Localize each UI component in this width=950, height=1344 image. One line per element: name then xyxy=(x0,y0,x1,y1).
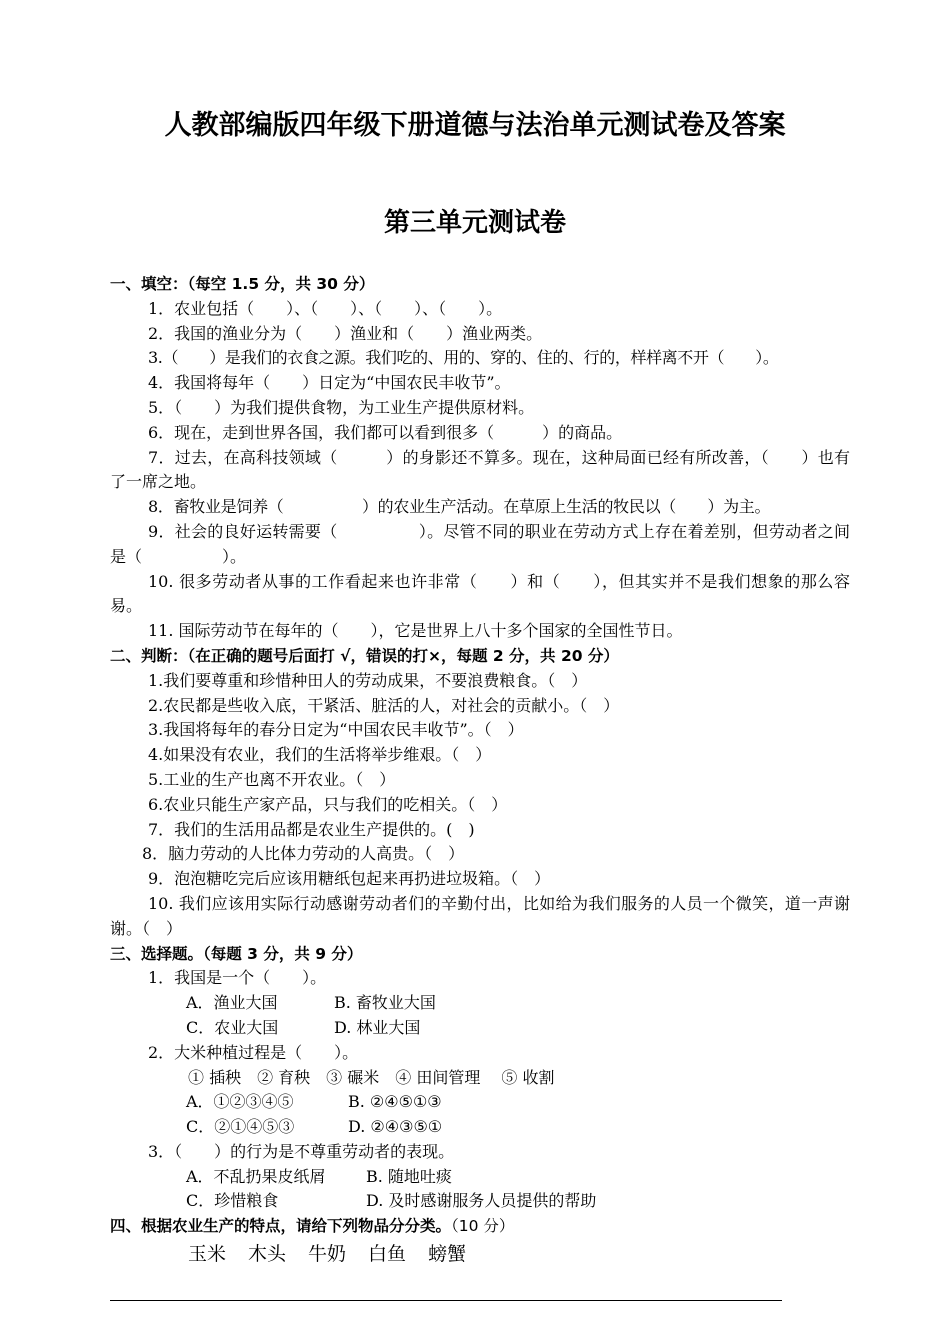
option-row xyxy=(110,1115,850,1140)
question-stem: 2．大米种植过程是（ ）。 xyxy=(148,1042,359,1062)
section-classify-heading xyxy=(110,1214,850,1239)
option-b: B. 畜牧业大国 xyxy=(334,993,436,1013)
question-item: 10. 我们应该用实际行动感谢劳动者们的辛勤付出，比如给为我们服务的人员一个微笑，道一声谢谢。（ ） xyxy=(110,893,850,938)
option-a: A．不乱扔果皮纸屑 xyxy=(186,1166,326,1186)
option-row xyxy=(110,1016,850,1041)
question-item: 8．畜牧业是饲养（ ）的农业生产活动。在草原上生活的牧民以（ ）为主。 xyxy=(148,497,771,517)
section-fill-in-heading: 一、填空：（每空 1.5 分，共 30 分） xyxy=(110,275,375,293)
question-stem: 3．（ ）的行为是不尊重劳动者的表现。 xyxy=(148,1141,455,1161)
question-item: 6．现在，走到世界各国，我们都可以看到很多（ ）的商品。 xyxy=(148,422,623,442)
question-item: 8．脑力劳动的人比体力劳动的人高贵。（ ） xyxy=(142,844,465,864)
document-title: 人教部编版四年级下册道德与法治单元测试卷及答案 xyxy=(164,110,786,141)
question-item: 6.农业只能生产家产品，只与我们的吃相关。（ ） xyxy=(148,794,508,814)
item-word: 白鱼 xyxy=(368,1243,407,1266)
question-item: 9．社会的良好运转需要（ ）。尽管不同的职业在劳动方式上存在着差别，但劳动者之间是（ ）。 xyxy=(110,521,850,566)
option-a: A．渔业大国 xyxy=(186,993,278,1013)
question-item: 4．我国将每年（ ）日定为“中国农民丰收节”。 xyxy=(148,373,511,393)
section-true-false-heading: 二、判断：（在正确的题号后面打 √，错误的打×，每题 2 分，共 20 分） xyxy=(110,646,619,665)
question-item: 2.农民都是些收入底，干紧活、脏活的人，对社会的贡献小。（ ） xyxy=(148,695,620,715)
question-item: 7．过去，在高科技领域（ ）的身影还不算多。现在，这种局面已经有所改善，（ ）也有了一席之地。 xyxy=(110,447,850,492)
option-d: D. 林业大国 xyxy=(334,1017,421,1037)
option-row xyxy=(110,1165,850,1190)
question-item: 9．泡泡糖吃完后应该用糖纸包起来再扔进垃圾箱。（ ） xyxy=(148,869,551,889)
question-item: 3.我国将每年的春分日定为“中国农民丰收节”。（ ） xyxy=(148,720,524,740)
option-b: B. ②④⑤①③ xyxy=(348,1092,442,1112)
option-a: A．①②③④⑤ xyxy=(186,1092,294,1112)
unit-title: 第三单元测试卷 xyxy=(383,208,566,238)
option-row xyxy=(110,1189,850,1214)
question-item: 1.我们要尊重和珍惜种田人的劳动成果，不要浪费粮食。（ ） xyxy=(148,670,588,690)
option-row xyxy=(110,991,850,1016)
option-d: D. 及时感谢服务人员提供的帮助 xyxy=(366,1191,597,1211)
exam-body xyxy=(110,272,850,1269)
option-d: D. ②④③⑤① xyxy=(348,1117,443,1137)
question-item: 7．我们的生活用品都是农业生产提供的。( ) xyxy=(148,819,475,839)
answer-line xyxy=(110,1300,782,1301)
item-list xyxy=(110,1239,850,1269)
item-word: 螃蟹 xyxy=(428,1243,467,1266)
option-c: C．珍惜粮食 xyxy=(186,1191,279,1211)
process-steps: ① 插秧 ② 育秧 ③ 碾米 ④ 田间管理 ⑤ 收割 xyxy=(188,1067,555,1087)
section-classify-title: 四、根据农业生产的特点，请给下列物品分分类。 xyxy=(110,1217,452,1236)
item-word: 玉米 xyxy=(188,1243,227,1266)
item-word: 木头 xyxy=(248,1243,287,1266)
item-word: 牛奶 xyxy=(308,1243,347,1266)
question-item: 1．农业包括（ ）、（ ）、（ ）、（ ）。 xyxy=(148,298,503,318)
question-item: 11. 国际劳动节在每年的（ ），它是世界上八十多个国家的全国性节日。 xyxy=(148,621,683,641)
question-item: 3.（ ）是我们的衣食之源。我们吃的、用的、穿的、住的、行的，样样离不开（ ）。 xyxy=(148,348,779,368)
question-item: 5．（ ）为我们提供食物，为工业生产提供原材料。 xyxy=(148,397,535,417)
section-multiple-choice-heading: 三、选择题。（每题 3 分，共 9 分） xyxy=(110,944,363,963)
question-stem: 1．我国是一个（ ）。 xyxy=(148,968,327,988)
option-row xyxy=(110,1090,850,1115)
option-c: C．②①④⑤③ xyxy=(186,1117,295,1137)
option-c: C．农业大国 xyxy=(186,1017,279,1037)
question-item: 5.工业的生产也离不开农业。（ ） xyxy=(148,769,396,789)
question-item: 4.如果没有农业，我们的生活将举步维艰。（ ） xyxy=(148,745,492,765)
question-item: 2．我国的渔业分为（ ）渔业和（ ）渔业两类。 xyxy=(148,323,543,343)
option-b: B. 随地吐痰 xyxy=(366,1166,452,1186)
question-item: 10. 很多劳动者从事的工作看起来也许非常（ ）和（ ），但其实并不是我们想象的那么容易。 xyxy=(110,571,850,616)
section-classify-points: （10 分） xyxy=(451,1217,515,1236)
